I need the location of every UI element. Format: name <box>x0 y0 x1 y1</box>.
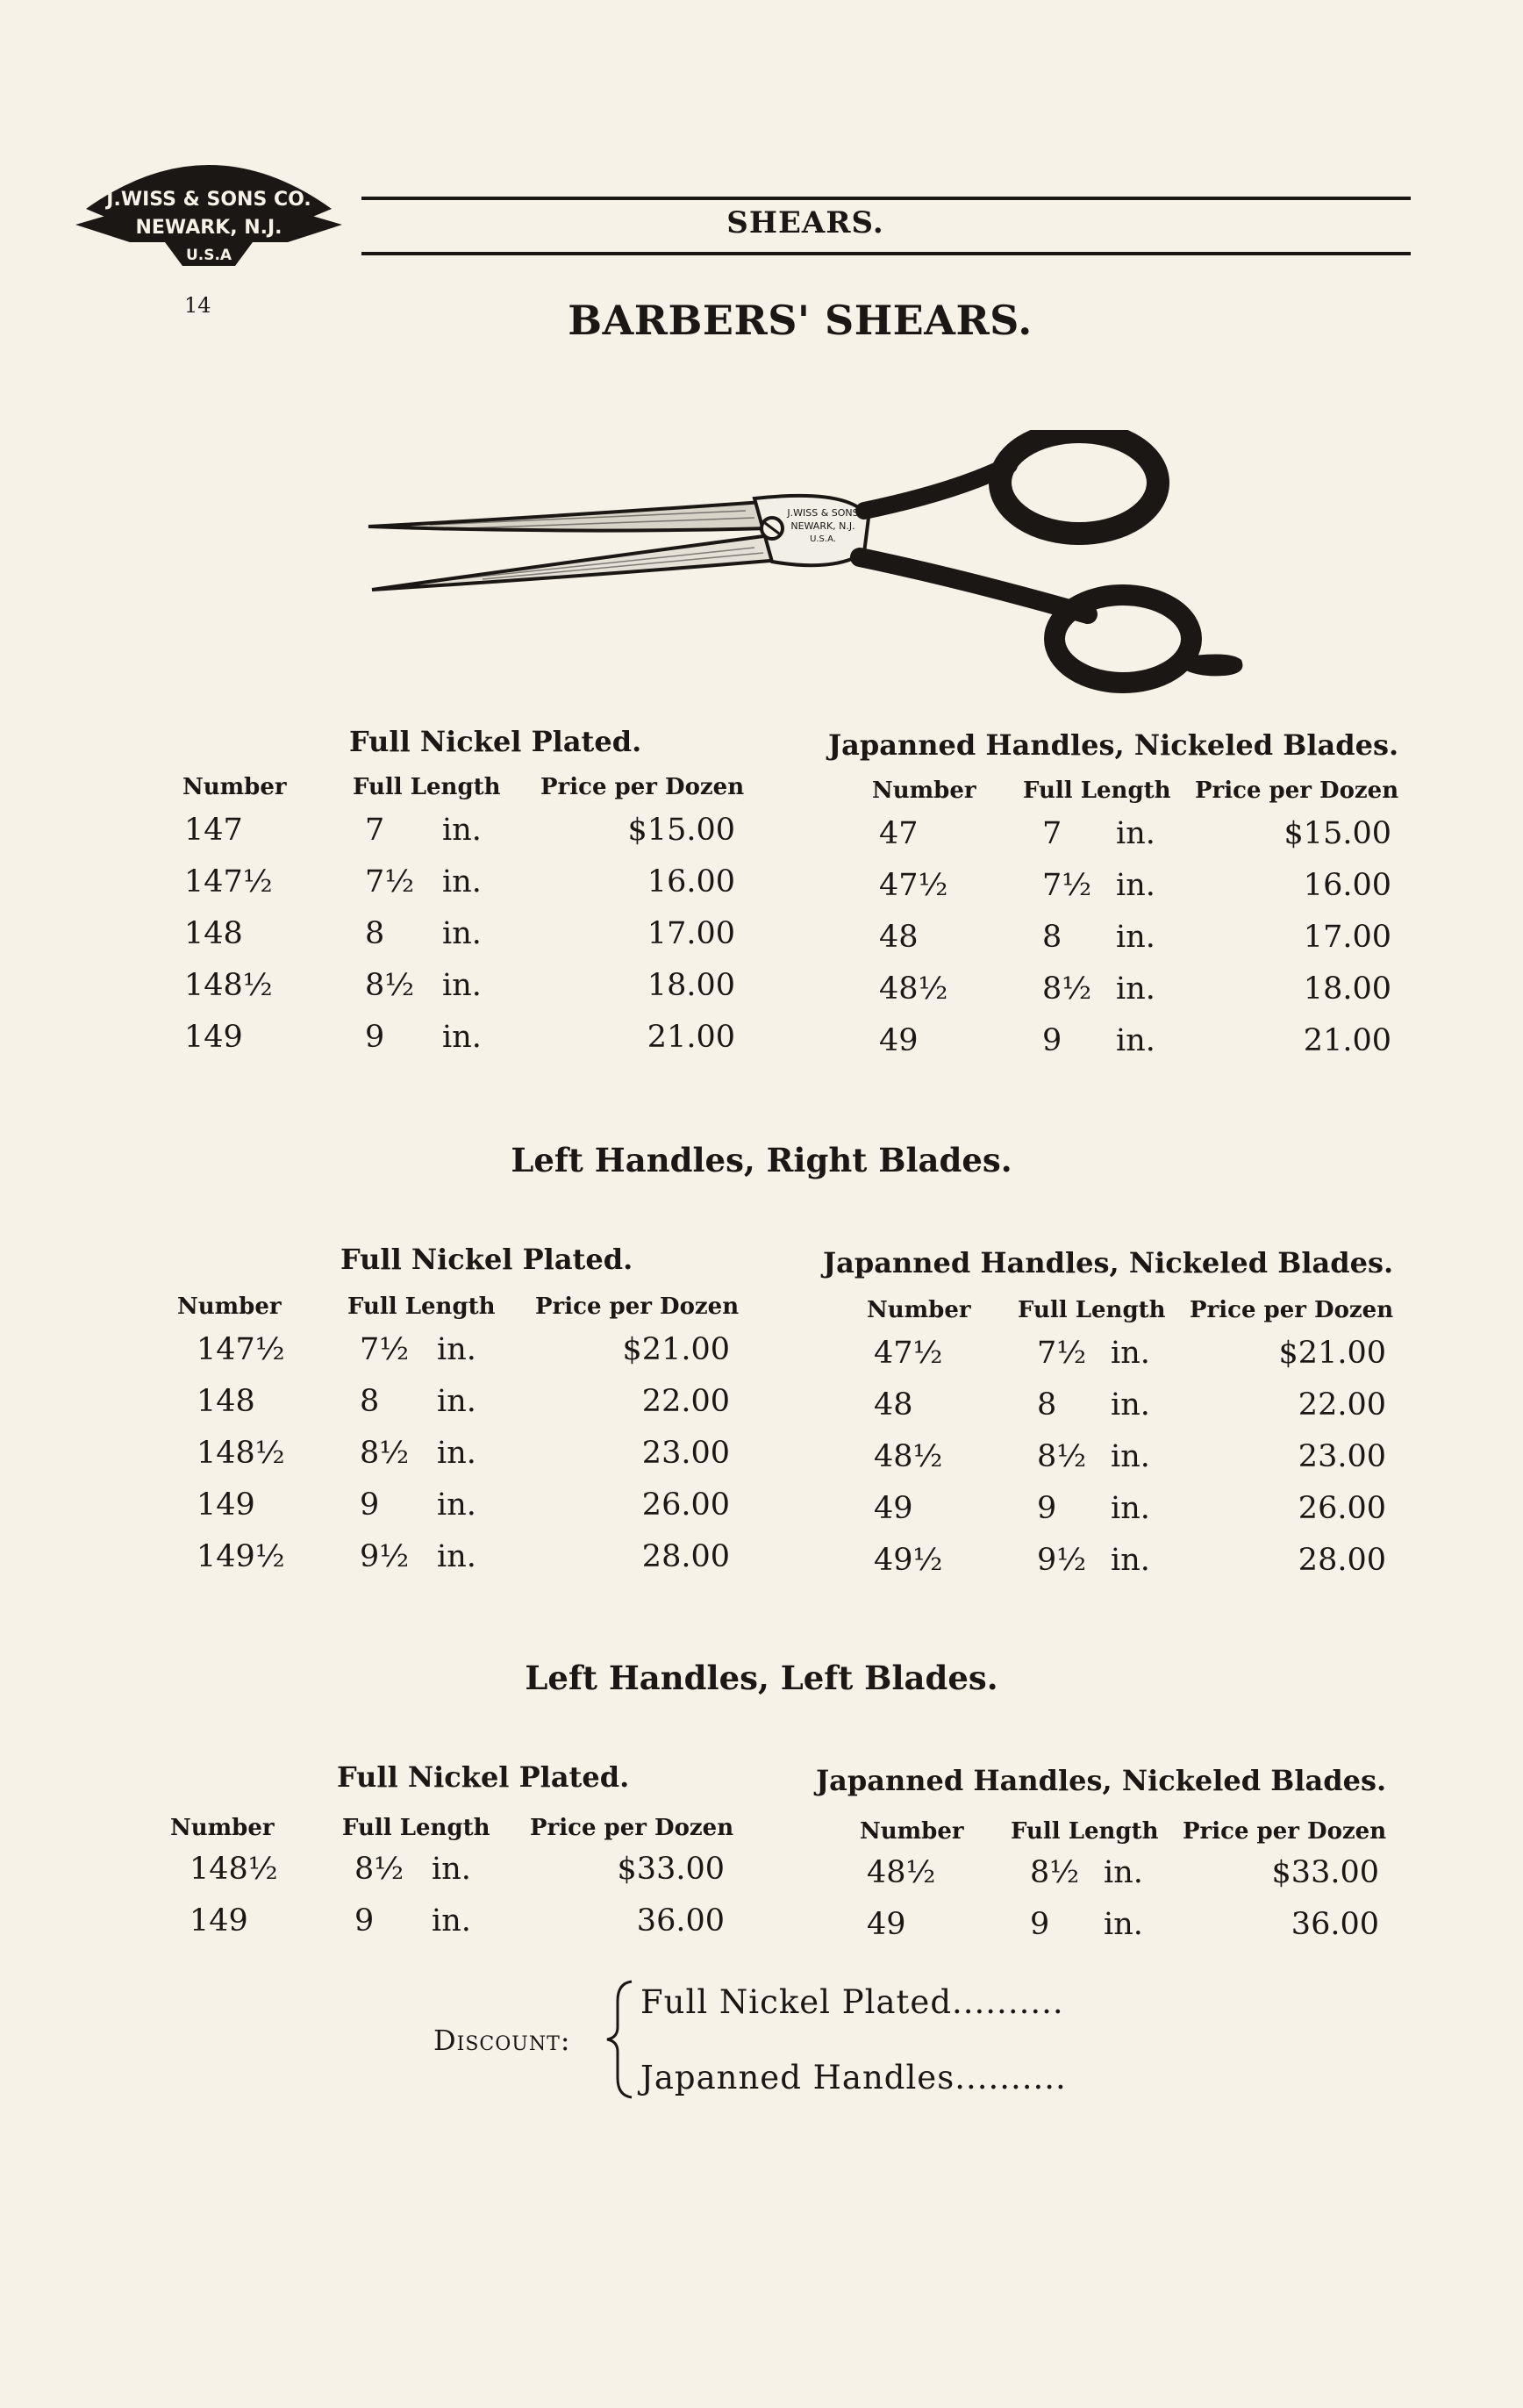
table-row: 148½ 8½ in. $33.00 <box>189 1852 725 1887</box>
column-header-length: Full Length <box>1011 1818 1159 1845</box>
discount-label: Discount: <box>433 2024 571 2057</box>
table-row: 49 9 in. 26.00 <box>874 1491 1386 1526</box>
table-row: 48 8 in. 17.00 <box>879 920 1391 955</box>
svg-text:U.S.A.: U.S.A. <box>810 534 836 544</box>
column-header-number: Number <box>872 778 976 804</box>
table-row: 48½ 8½ in. $33.00 <box>867 1855 1379 1890</box>
header-title: SHEARS. <box>726 205 884 240</box>
table-row: 148½ 8½ in. 18.00 <box>184 968 735 1003</box>
table-subtitle: Full Nickel Plated. <box>337 1760 630 1794</box>
table-row: 147½ 7½ in. 16.00 <box>184 864 735 899</box>
column-header-number: Number <box>170 1815 275 1841</box>
column-header-length: Full Length <box>1018 1297 1166 1323</box>
header-rule-top <box>361 197 1411 200</box>
table-row: 148 8 in. 22.00 <box>197 1384 730 1419</box>
svg-text:J.WISS & SONS CO.: J.WISS & SONS CO. <box>106 189 311 211</box>
table-row: 49 9 in. 21.00 <box>879 1023 1391 1058</box>
table-row: 48 8 in. 22.00 <box>874 1387 1386 1423</box>
svg-text:NEWARK, N.J.: NEWARK, N.J. <box>135 217 282 239</box>
table-row: 47½ 7½ in. 16.00 <box>879 868 1391 903</box>
table-subtitle: Japanned Handles, Nickeled Blades. <box>823 1246 1394 1279</box>
column-header-price: Price per Dozen <box>1195 778 1399 804</box>
table-row: 48½ 8½ in. 18.00 <box>879 971 1391 1007</box>
header-rule-bottom <box>361 252 1411 255</box>
column-header-number: Number <box>860 1818 964 1845</box>
table-row: 147½ 7½ in. $21.00 <box>197 1332 730 1367</box>
column-header-length: Full Length <box>342 1815 490 1841</box>
column-header-number: Number <box>182 774 287 800</box>
barber-shears-illustration <box>360 430 1255 693</box>
company-logo <box>68 147 349 279</box>
column-header-number: Number <box>177 1294 282 1320</box>
table-row: 149 9 in. 36.00 <box>189 1903 725 1939</box>
table-row: 47 7 in. $15.00 <box>879 816 1391 851</box>
table-row: 47½ 7½ in. $21.00 <box>874 1336 1386 1371</box>
column-header-length: Full Length <box>347 1294 496 1320</box>
svg-text:NEWARK, N.J.: NEWARK, N.J. <box>790 520 855 532</box>
column-header-number: Number <box>867 1297 971 1323</box>
svg-text:J.WISS & SONS: J.WISS & SONS <box>787 507 859 519</box>
column-header-price: Price per Dozen <box>1190 1297 1394 1323</box>
discount-line-japanned: Japanned Handles.......... <box>640 2059 1067 2096</box>
discount-line-nickel: Full Nickel Plated.......... <box>640 1983 1064 2021</box>
column-header-length: Full Length <box>1023 778 1171 804</box>
table-row: 48½ 8½ in. 23.00 <box>874 1439 1386 1474</box>
svg-text:U.S.A: U.S.A <box>185 247 232 264</box>
table-subtitle: Full Nickel Plated. <box>340 1243 633 1276</box>
table-row: 149 9 in. 21.00 <box>184 1020 735 1055</box>
brace-icon <box>602 1978 637 2101</box>
column-header-price: Price per Dozen <box>540 774 745 800</box>
table-subtitle: Full Nickel Plated. <box>349 725 642 758</box>
column-header-price: Price per Dozen <box>530 1815 734 1841</box>
column-header-price: Price per Dozen <box>535 1294 740 1320</box>
table-row: 148 8 in. 17.00 <box>184 916 735 951</box>
table-row: 49½ 9½ in. 28.00 <box>874 1543 1386 1578</box>
table-row: 49 9 in. 36.00 <box>867 1907 1379 1942</box>
page-number: 14 <box>184 293 211 318</box>
table-row: 148½ 8½ in. 23.00 <box>197 1436 730 1471</box>
table-row: 147 7 in. $15.00 <box>184 813 735 848</box>
section-title-left-right: Left Handles, Right Blades. <box>511 1141 1012 1179</box>
column-header-length: Full Length <box>353 774 501 800</box>
table-row: 149 9 in. 26.00 <box>197 1487 730 1523</box>
page-title: BARBERS' SHEARS. <box>568 297 1033 344</box>
column-header-price: Price per Dozen <box>1183 1818 1387 1845</box>
table-row: 149½ 9½ in. 28.00 <box>197 1539 730 1574</box>
table-subtitle: Japanned Handles, Nickeled Blades. <box>828 728 1399 762</box>
section-title-left-left: Left Handles, Left Blades. <box>525 1659 998 1697</box>
table-subtitle: Japanned Handles, Nickeled Blades. <box>816 1764 1387 1797</box>
